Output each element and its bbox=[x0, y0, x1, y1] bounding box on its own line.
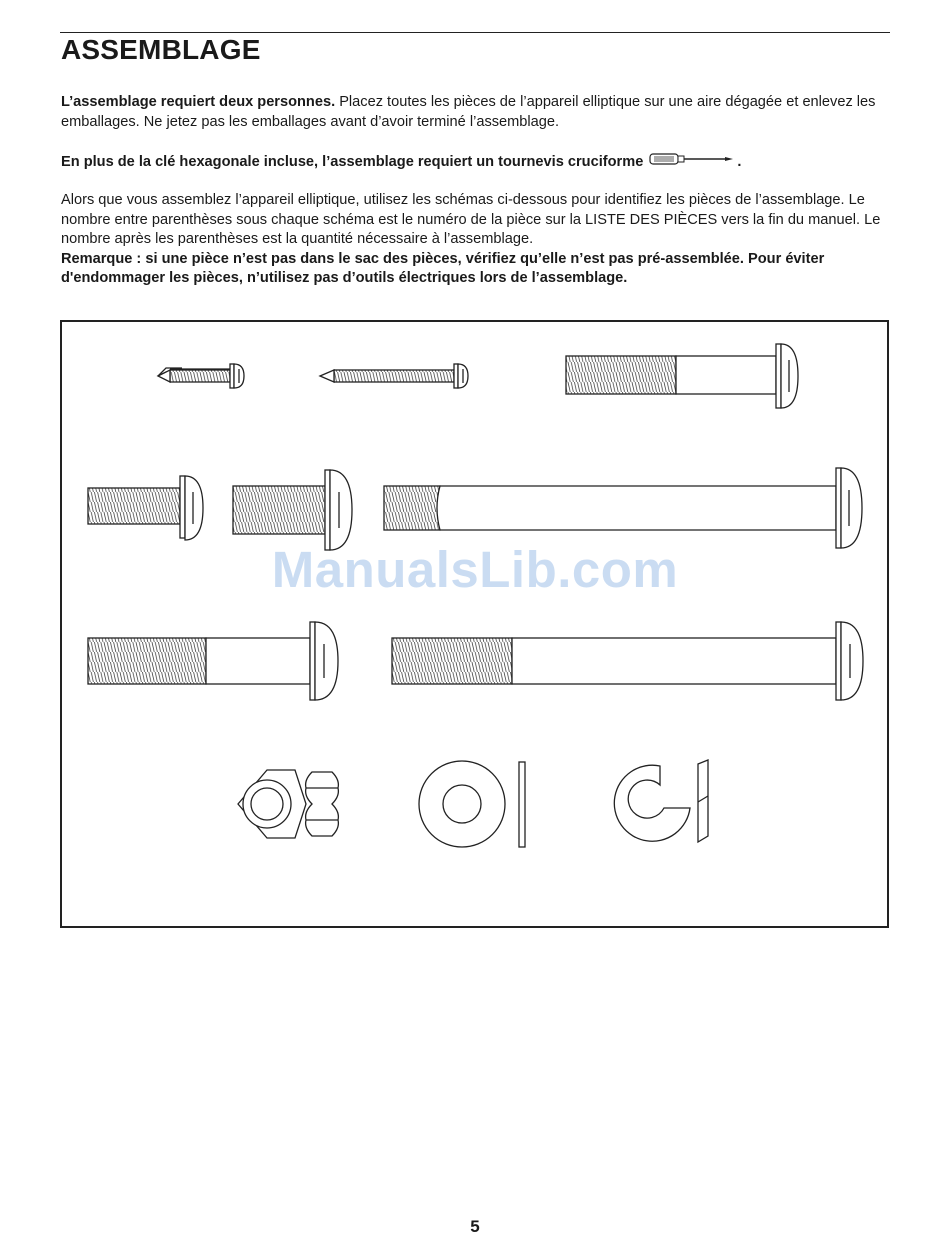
small-screw-1 bbox=[158, 364, 244, 388]
tool-text-end: . bbox=[737, 154, 742, 171]
bolt-row2-long bbox=[384, 468, 862, 548]
screwdriver-icon bbox=[649, 152, 735, 173]
bolt-top-right bbox=[566, 344, 798, 408]
bolt-row3-medium bbox=[88, 622, 338, 700]
top-rule bbox=[60, 32, 890, 33]
small-screw-2 bbox=[320, 364, 468, 388]
bolt-row3-long bbox=[392, 622, 863, 700]
page-number: 5 bbox=[470, 1217, 480, 1236]
lock-washer bbox=[614, 760, 708, 842]
intro-text: Placez toutes les pièces de l’appareil elliptique sur une aire dégagée et enlevez les emballages. Ne jetez pas les emballages avant d’avoir terminé l’assemblage. bbox=[61, 94, 876, 130]
flat-washer bbox=[419, 761, 525, 847]
notes-text: Alors que vous assemblez l’appareil elliptique, utilisez les schémas ci-dessous pour identifiez les pièces de l’assemblage. Le nombre entre parenthèses sous chaque schéma est le numéro de la pièce sur la LISTE DES PIÈCES vers la fin du manuel. Le nombre après les parenthèses est la quantité nécessaire à l’assemblage. bbox=[61, 192, 881, 247]
tool-text: En plus de la clé hexagonale incluse, l’assemblage requiert un tournevis cruciforme bbox=[61, 154, 644, 171]
notes-paragraph bbox=[61, 191, 891, 289]
hardware-diagram bbox=[62, 322, 891, 930]
hex-nut bbox=[238, 770, 338, 838]
tool-paragraph bbox=[61, 152, 891, 173]
intro-paragraph bbox=[61, 93, 891, 132]
intro-bold: L’assemblage requiert deux personnes. bbox=[61, 94, 336, 110]
page-title: ASSEMBLAGE bbox=[61, 34, 261, 65]
watermark: ManualsLib.com bbox=[271, 541, 679, 598]
notes-bold: Remarque : si une pièce n’est pas dans le sac des pièces, vérifiez qu’elle n’est pas pré-assemblée. Pour éviter d'endommager les pièces, n’utilisez pas d’outils électriques lors de l’assemblage. bbox=[61, 250, 825, 286]
bolt-row2-medium bbox=[233, 470, 352, 550]
bolt-row2-short bbox=[88, 476, 203, 540]
hardware-diagram-box bbox=[60, 320, 889, 928]
